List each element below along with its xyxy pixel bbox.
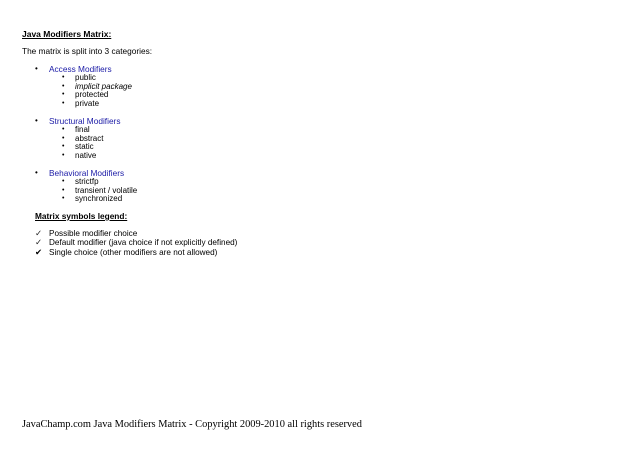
behavioral-modifier-list [35, 178, 335, 204]
modifier-abstract: abstract [75, 133, 104, 143]
copyright-footer: JavaChamp.com Java Modifiers Matrix - Copyright 2009-2010 all rights reserved [22, 419, 362, 430]
modifier-strictfp: strictfp [75, 177, 99, 186]
bullet-icon: • [62, 74, 65, 81]
modifier-private: private [75, 99, 100, 109]
checkmark-icon: ✓ [35, 237, 43, 248]
category-access [35, 64, 335, 109]
category-structural [35, 116, 335, 161]
bullet-icon: • [62, 143, 65, 151]
list-item [35, 195, 335, 204]
modifier-protected: protected [75, 90, 109, 100]
bullet-icon: • [62, 100, 65, 108]
checkmark-icon: ✓ [35, 228, 43, 238]
bullet-icon: • [35, 64, 38, 73]
bullet-icon: • [62, 152, 65, 160]
bullet-icon: • [62, 178, 65, 185]
bullet-icon: • [62, 134, 65, 142]
structural-modifier-list [35, 126, 335, 161]
modifier-synchronized: synchronized [75, 194, 123, 204]
bullet-icon: • [62, 82, 65, 90]
category-label-access: Access Modifiers [49, 64, 112, 74]
list-item [35, 100, 335, 109]
legend-text: Possible modifier choice [49, 229, 138, 238]
page-title: Java Modifiers Matrix: [22, 29, 112, 39]
bullet-icon: • [35, 116, 38, 125]
heavy-checkmark-icon: ✔ [35, 246, 43, 257]
intro-text: The matrix is split into 3 categories: [22, 46, 153, 56]
modifier-transient-volatile: transient / volatile [75, 185, 138, 195]
bullet-icon: • [62, 195, 65, 203]
list-item [35, 152, 335, 161]
category-label-structural: Structural Modifiers [49, 116, 121, 126]
modifier-implicit-package: implicit package [75, 81, 132, 91]
modifier-native: native [75, 151, 97, 161]
access-modifier-list [35, 74, 335, 109]
legend-text: Default modifier (java choice if not explicitly defined) [49, 238, 238, 248]
bullet-icon: • [62, 91, 65, 99]
category-behavioral [35, 168, 335, 204]
bullet-icon: • [35, 168, 38, 177]
modifier-public: public [75, 73, 96, 82]
modifier-static: static [75, 142, 94, 152]
bullet-icon: • [62, 126, 65, 133]
modifier-final: final [75, 125, 90, 134]
bullet-icon: • [62, 186, 65, 194]
category-label-behavioral: Behavioral Modifiers [49, 168, 125, 178]
legend-title: Matrix symbols legend: [35, 211, 128, 221]
legend-text: Single choice (other modifiers are not allowed) [49, 247, 218, 257]
